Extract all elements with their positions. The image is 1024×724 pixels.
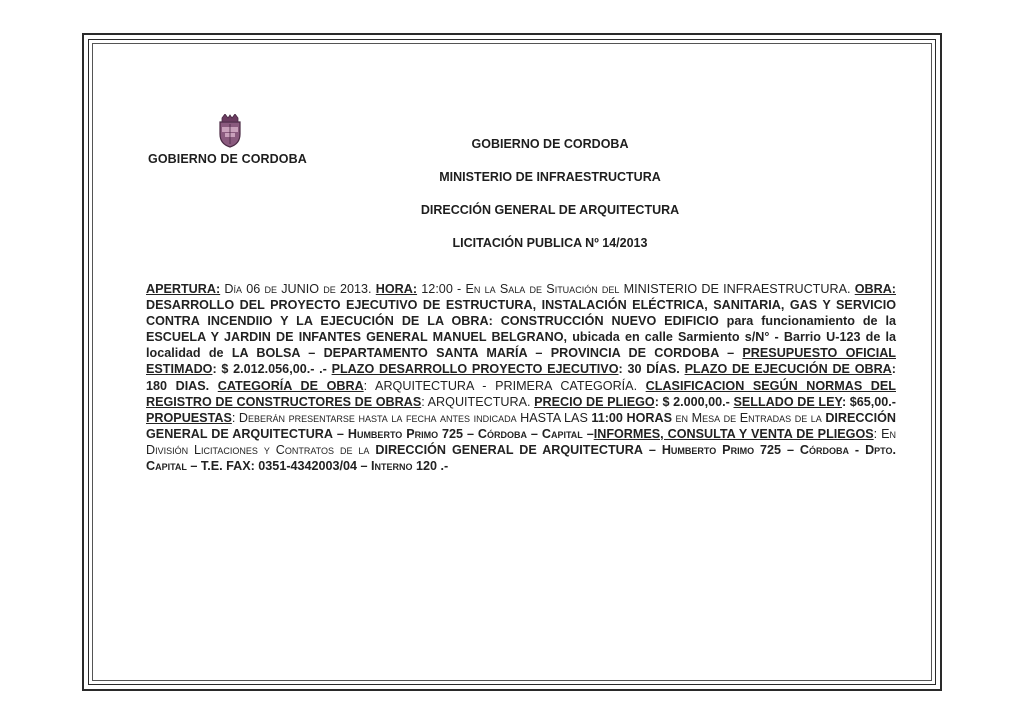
label-apertura: APERTURA:: [146, 282, 221, 296]
label-plazo-obra: PLAZO DE EJECUCIÓN DE OBRA: [684, 362, 892, 377]
plazo-proyecto-value: : 30 DÍAS.: [618, 362, 685, 377]
coat-of-arms-icon: [216, 114, 244, 148]
left-organization-name: GOBIERNO DE CORDOBA: [148, 152, 307, 166]
label-propuestas: PROPUESTAS: [146, 410, 232, 425]
label-sellado: SELLADO DE LEY: [733, 394, 842, 409]
precio-pliego-value: : $ 2.000,00.-: [654, 394, 734, 409]
hora-location: 12:00 - En la Sala de Situación del MINISTERIO DE INFRAESTRUCTURA.: [417, 282, 855, 296]
label-clasificacion: CLASIFICACION SEGÚN NORMAS DEL REGISTRO DE CONSTRUCTORES DE OBRAS: [146, 378, 896, 409]
plazo-obra-value: : 180 DIAS.: [146, 362, 896, 393]
label-precio-pliego: PRECIO DE PLIEGO: [534, 394, 655, 409]
header-directorate: DIRECCIÓN GENERAL DE ARQUITECTURA: [420, 203, 680, 217]
label-categoria: CATEGORÍA DE OBRA: [217, 378, 364, 393]
apertura-date: Día 06 de JUNIO de 2013.: [220, 282, 376, 296]
contact-details: – Humberto Primo 725 – Córdoba - Dpto. Capital – T.E. FAX: 0351-4342003/04 – Interno 120 .-: [146, 442, 896, 474]
directorate-address: – Humberto Primo 725 – Córdoba – Capital –: [332, 426, 594, 441]
obra-description: DESARROLLO DEL PROYECTO EJECUTIVO DE ESTRUCTURA, INSTALACIÓN ELÉCTRICA, SANITARIA, GAS Y SERVICIO CONTRA INCENDIIO Y LA EJECUCIÓN DE LA OBRA: CONSTRUCCIÓN NUEVO EDIFICIO para funcionamiento de la ESCUELA Y JARDIN DE INFANTES GENERAL MANUEL BELGRANO, ubicada en calle Sarmiento s/N° - Barrio U-123 de la localidad de LA BOLSA – DEPARTAMENTO SANTA MARÍA – PROVINCIA DE CORDOBA –: [146, 298, 896, 361]
sellado-value: : $65,00.-: [841, 394, 896, 409]
categoria-value: : ARQUITECTURA - PRIMERA CATEGORÍA.: [363, 378, 646, 393]
presupuesto-value: : $ 2.012.056,00.- .-: [212, 362, 332, 377]
informes-text: : En División Licitaciones y Contratos de la: [146, 426, 896, 457]
clasificacion-value: : ARQUITECTURA.: [421, 394, 535, 409]
propuestas-place: en Mesa de Entradas de la: [671, 410, 826, 425]
label-informes: INFORMES, CONSULTA Y VENTA DE PLIEGOS: [593, 426, 874, 441]
directorate-name: DIRECCIÓN GENERAL DE ARQUITECTURA: [146, 410, 896, 441]
propuestas-text: : Deberán presentarse hasta la fecha antes indicada HASTA LAS: [231, 410, 592, 425]
label-obra: OBRA:: [854, 282, 896, 296]
label-presupuesto: PRESUPUESTO OFICIAL ESTIMADO: [146, 346, 896, 377]
header-tender-number: LICITACIÓN PUBLICA Nº 14/2013: [452, 236, 648, 250]
header-government: GOBIERNO DE CORDOBA: [471, 137, 629, 151]
header-ministry: MINISTERIO DE INFRAESTRUCTURA: [439, 170, 661, 184]
label-hora: HORA:: [375, 282, 418, 296]
tender-notice-body: [146, 281, 896, 474]
directorate-name-2: DIRECCIÓN GENERAL DE ARQUITECTURA: [375, 442, 643, 457]
propuestas-hour: 11:00 HORAS: [591, 410, 672, 425]
label-plazo-proyecto: PLAZO DESARROLLO PROYECTO EJECUTIVO: [331, 362, 619, 377]
